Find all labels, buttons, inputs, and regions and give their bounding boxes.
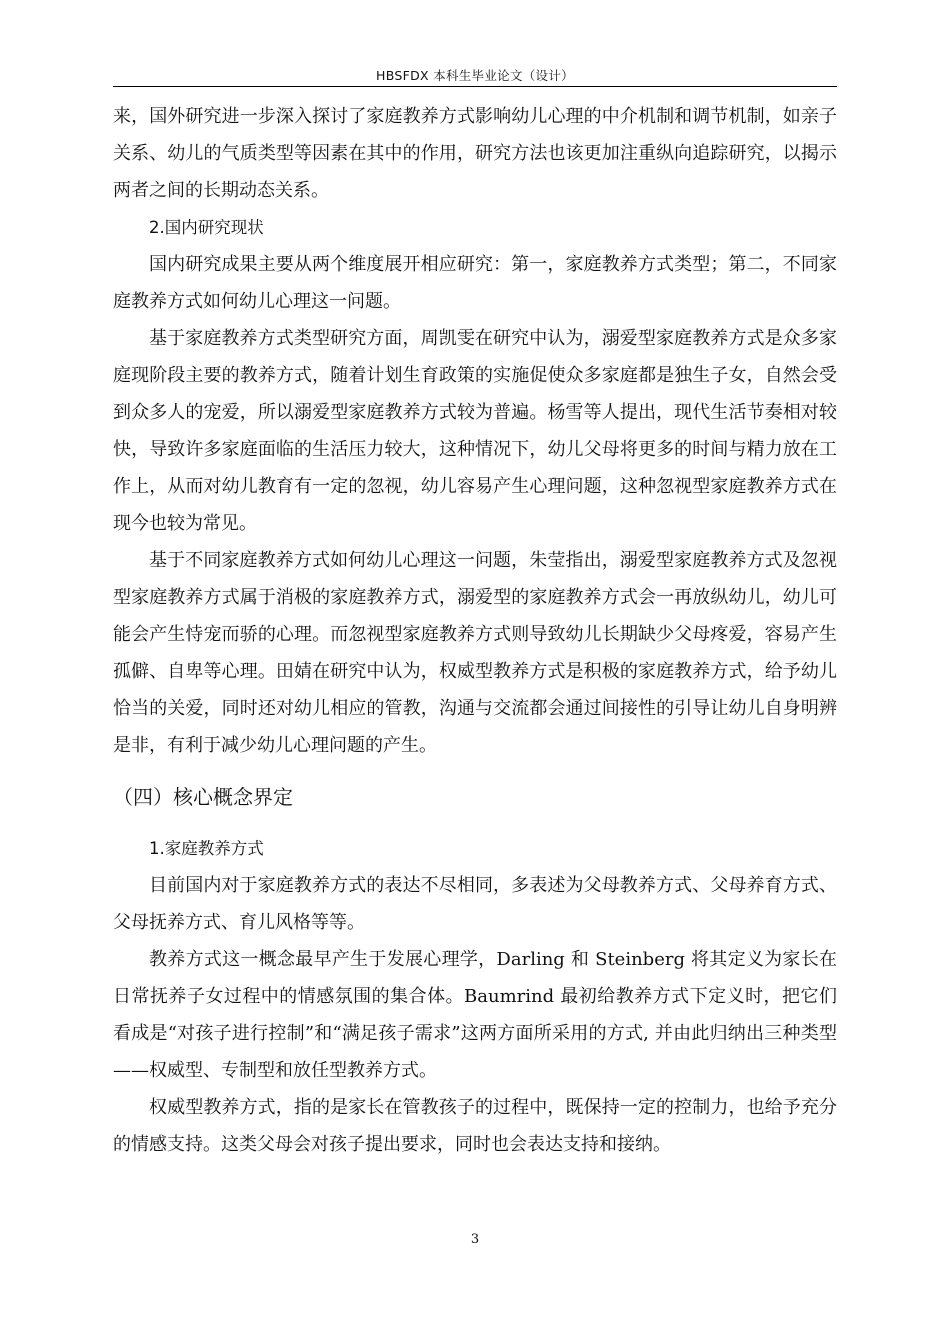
paragraph-family-terms: 目前国内对于家庭教养方式的表达不尽相同，多表述为父母教养方式、父母养育方式、父母抚养方式、育儿风格等等。 bbox=[113, 875, 837, 933]
paragraph-domestic-types: 基于家庭教养方式类型研究方面，周凯雯在研究中认为，溺爱型家庭教养方式是众多家庭现阶段主要的教养方式，随着计划生育政策的实施促使众多家庭都是独生子女，自然会受到众多人的宠爱，所以溺爱型家庭教养方式较为普遍。杨雪等人提出，现代生活节奏相对较快，导致许多家庭面临的生活压力较大，这种情况下，幼儿父母将更多的时间与精力放在工作上，从而对幼儿教育有一定的忽视，幼儿容易产生心理问题，这种忽视型家庭教养方式在现今也较为常见。 bbox=[113, 328, 837, 534]
subheading-domestic-research: 2.国内研究现状 bbox=[149, 218, 264, 237]
section-heading-core-concepts: （四）核心概念界定 bbox=[113, 785, 293, 809]
body-text bbox=[113, 98, 837, 1163]
paragraph-domestic-effects: 基于不同家庭教养方式如何幼儿心理这一问题，朱莹指出，溺爱型家庭教养方式及忽视型家庭教养方式属于消极的家庭教养方式，溺爱型的家庭教养方式会一再放纵幼儿，幼儿可能会产生恃宠而骄的心理。而忽视型家庭教养方式则导致幼儿长期缺少父母疼爱，容易产生孤僻、自卑等心理。田婧在研究中认为，权威型教养方式是积极的家庭教养方式，给予幼儿恰当的关爱，同时还对幼儿相应的管教，沟通与交流都会通过间接性的引导让幼儿自身明辨是非，有利于减少幼儿心理问题的产生。 bbox=[113, 550, 837, 756]
subheading-family-parenting: 1.家庭教养方式 bbox=[149, 839, 264, 858]
header-rule bbox=[113, 86, 837, 87]
paragraph-intro-continued: 来，国外研究进一步深入探讨了家庭教养方式影响幼儿心理的中介机制和调节机制，如亲子关系、幼儿的气质类型等因素在其中的作用，研究方法也该更加注重纵向追踪研究，以揭示两者之间的长期动态关系。 bbox=[113, 106, 837, 201]
paragraph-family-definition: 教养方式这一概念最早产生于发展心理学，Darling 和 Steinberg 将其定义为家长在日常抚养子女过程中的情感氛围的集合体。Baumrind 最初给教养方式下定义时，把它们看成是“对孩子进行控制”和“满足孩子需求”这两方面所采用的方式, 并由此归纳出三种类型——权威型、专制型和放任型教养方式。 bbox=[113, 949, 837, 1081]
paragraph-authoritative: 权威型教养方式，指的是家长在管教孩子的过程中，既保持一定的控制力，也给予充分的情感支持。这类父母会对孩子提出要求，同时也会表达支持和接纳。 bbox=[113, 1097, 837, 1155]
running-header: HBSFDX 本科生毕业论文（设计） bbox=[376, 68, 574, 83]
page-number: 3 bbox=[470, 1232, 480, 1247]
paragraph-domestic-overview: 国内研究成果主要从两个维度展开相应研究：第一，家庭教养方式类型；第二，不同家庭教养方式如何幼儿心理这一问题。 bbox=[113, 254, 837, 312]
